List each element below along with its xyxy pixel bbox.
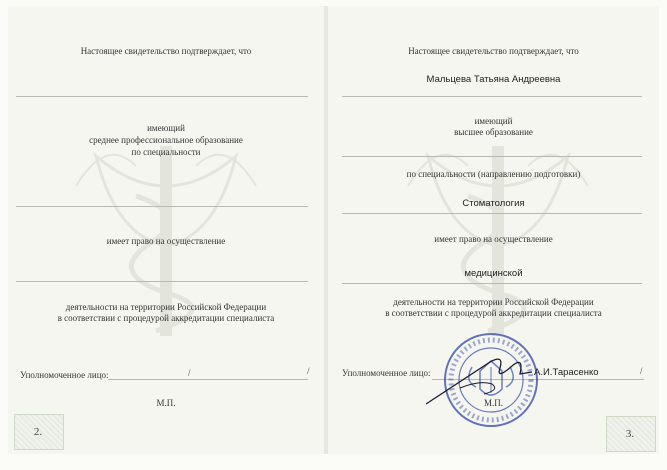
name-line — [342, 96, 642, 97]
education-text: высшее образование — [454, 127, 533, 137]
left-page — [8, 6, 324, 454]
specialty-line — [16, 206, 308, 207]
by-specialty-text: по специальности (направлению подготовки) — [406, 169, 581, 179]
mp-label: М.П. — [483, 398, 503, 408]
page-number: 3. — [625, 428, 635, 440]
slash-mark-end: / — [640, 366, 643, 376]
signer-name: А.И.Тарасенко — [534, 367, 599, 378]
slash-mark-end: / — [307, 366, 310, 376]
page-number: 2. — [33, 426, 43, 438]
holder-name: Мальцева Татьяна Андреевна — [426, 74, 561, 85]
activity-line — [342, 283, 642, 284]
signature-line — [108, 379, 308, 380]
by-specialty-text: по специальности — [131, 147, 201, 157]
specialty-line — [342, 213, 642, 214]
authorized-label: Уполномоченное лицо: — [20, 370, 109, 380]
activity-line1: деятельности на территории Российской Федерации — [393, 297, 594, 307]
activity-line2: в соответствии с процедурой аккредитации специалиста — [57, 313, 275, 323]
having-text: имеющий — [147, 123, 185, 133]
authorized-label: Уполномоченное лицо: — [342, 368, 431, 378]
specialty-value: Стоматология — [462, 198, 525, 209]
right-to-text: имеет право на осуществление — [106, 236, 226, 246]
right-to-text: имеет право на осуществление — [434, 234, 553, 244]
activity-line1: деятельности на территории Российской Федерации — [65, 302, 267, 312]
activity-line2: в соответствии с процедурой аккредитации специалиста — [385, 308, 602, 318]
activity-line — [16, 281, 308, 282]
certifies-text: Настоящее свидетельство подтверждает, что — [408, 46, 579, 56]
education-line — [342, 156, 642, 157]
name-line — [16, 96, 308, 97]
mp-label: М.П. — [156, 398, 176, 408]
slash-mark: / — [188, 368, 191, 378]
education-text: среднее профессиональное образование — [89, 135, 243, 145]
activity-type-value: медицинской — [464, 268, 523, 279]
having-text: имеющий — [474, 116, 513, 126]
right-page — [328, 6, 659, 454]
certifies-text: Настоящее свидетельство подтверждает, что — [80, 46, 252, 56]
